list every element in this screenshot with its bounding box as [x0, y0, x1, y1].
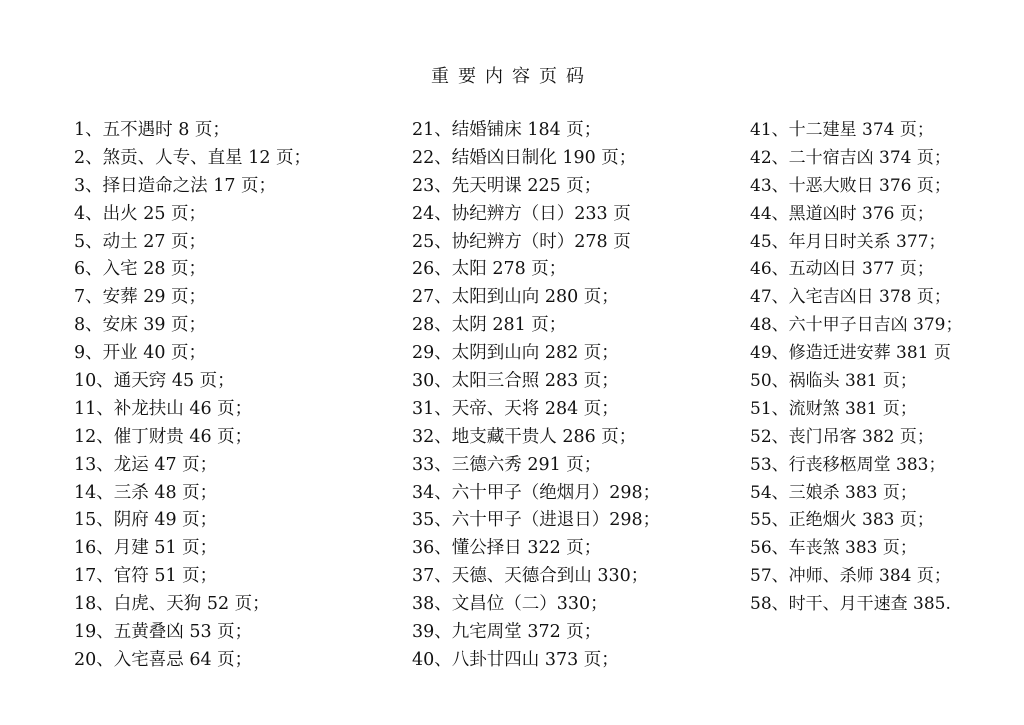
- index-entry: 29、太阴到山向 282 页；: [412, 343, 619, 364]
- index-entry: 36、懂公择日 322 页；: [412, 538, 602, 559]
- index-entry: 17、官符 51 页；: [74, 566, 218, 587]
- index-entry: 41、十二建星 374 页；: [750, 120, 934, 140]
- index-entry: 54、三娘杀 383 页；: [750, 482, 917, 503]
- index-entry: 28、太阴 281 页；: [412, 315, 567, 336]
- index-entry: 32、地支藏干贵人 286 页；: [412, 426, 637, 447]
- index-entry: 39、九宅周堂 372 页；: [412, 622, 602, 643]
- index-entry: 53、行丧移柩周堂 383；: [750, 454, 946, 475]
- index-entry: 49、修造迁进安葬 381 页: [750, 343, 951, 364]
- index-entry: 1、五不遇时 8 页；: [74, 120, 230, 140]
- index-entry: 52、丧门吊客 382 页；: [750, 426, 934, 447]
- index-entry: 6、入宅 28 页；: [74, 259, 207, 280]
- index-entry: 33、三德六秀 291 页；: [412, 454, 602, 475]
- index-entry: 13、龙运 47 页；: [74, 454, 218, 475]
- index-entry: 35、六十甲子（进退日）298；: [412, 510, 661, 531]
- index-column-1: [74, 117, 311, 675]
- index-entry: 8、安床 39 页；: [74, 315, 207, 336]
- index-entry: 57、冲师、杀师 384 页；: [750, 566, 951, 587]
- page-title: 重要内容页码: [431, 66, 593, 87]
- index-entry: 44、黑道凶时 376 页；: [750, 203, 934, 224]
- index-entry: 25、协纪辨方（时）278 页: [412, 231, 631, 252]
- index-entry: 24、协纪辨方（日）233 页: [412, 203, 631, 224]
- index-entry: 50、祸临头 381 页；: [750, 371, 917, 392]
- index-entry: 9、开业 40 页；: [74, 343, 207, 364]
- index-entry: 12、催丁财贵 46 页；: [74, 426, 253, 447]
- index-entry: 4、出火 25 页；: [74, 203, 207, 224]
- index-entry: 27、太阳到山向 280 页；: [412, 287, 619, 308]
- index-entry: 38、文昌位（二）330；: [412, 594, 608, 615]
- index-entry: 31、天帝、天将 284 页；: [412, 398, 619, 419]
- index-entry: 55、正绝烟火 383 页；: [750, 510, 934, 531]
- index-entry: 43、十恶大败日 376 页；: [750, 175, 951, 196]
- index-entry: 16、月建 51 页；: [74, 538, 218, 559]
- index-entry: 42、二十宿吉凶 374 页；: [750, 147, 951, 168]
- index-entry: 45、年月日时关系 377；: [750, 231, 946, 252]
- index-column-3: [750, 117, 962, 619]
- index-entry: 7、安葬 29 页；: [74, 287, 207, 308]
- index-entry: 47、入宅吉凶日 378 页；: [750, 287, 951, 308]
- index-entry: 58、时干、月干速查 385.: [750, 594, 951, 615]
- index-entry: 14、三杀 48 页；: [74, 482, 218, 503]
- index-entry: 22、结婚凶日制化 190 页；: [412, 147, 637, 168]
- index-entry: 20、入宅喜忌 64 页；: [74, 649, 253, 670]
- index-entry: 23、先天明课 225 页；: [412, 175, 602, 196]
- index-entry: 11、补龙扶山 46 页；: [74, 398, 253, 419]
- index-column-2: [412, 117, 660, 675]
- index-entry: 2、煞贡、人专、直星 12 页；: [74, 147, 312, 168]
- index-entry: 56、车丧煞 383 页；: [750, 538, 917, 559]
- index-entry: 3、择日造命之法 17 页；: [74, 175, 277, 196]
- index-entry: 19、五黄叠凶 53 页；: [74, 622, 253, 643]
- index-entry: 10、通天窍 45 页；: [74, 371, 235, 392]
- index-entry: 26、太阳 278 页；: [412, 259, 567, 280]
- index-entry: 34、六十甲子（绝烟月）298；: [412, 482, 661, 503]
- index-entry: 18、白虎、天狗 52 页；: [74, 594, 270, 615]
- index-entry: 5、动土 27 页；: [74, 231, 207, 252]
- index-entry: 15、阴府 49 页；: [74, 510, 218, 531]
- index-entry: 37、天德、天德合到山 330；: [412, 566, 649, 587]
- index-entry: 51、流财煞 381 页；: [750, 398, 917, 419]
- index-entry: 40、八卦廿四山 373 页；: [412, 649, 619, 670]
- index-entry: 46、五动凶日 377 页；: [750, 259, 934, 280]
- index-entry: 21、结婚铺床 184 页；: [412, 120, 602, 140]
- index-entry: 30、太阳三合照 283 页；: [412, 371, 619, 392]
- index-entry: 48、六十甲子日吉凶 379；: [750, 315, 963, 336]
